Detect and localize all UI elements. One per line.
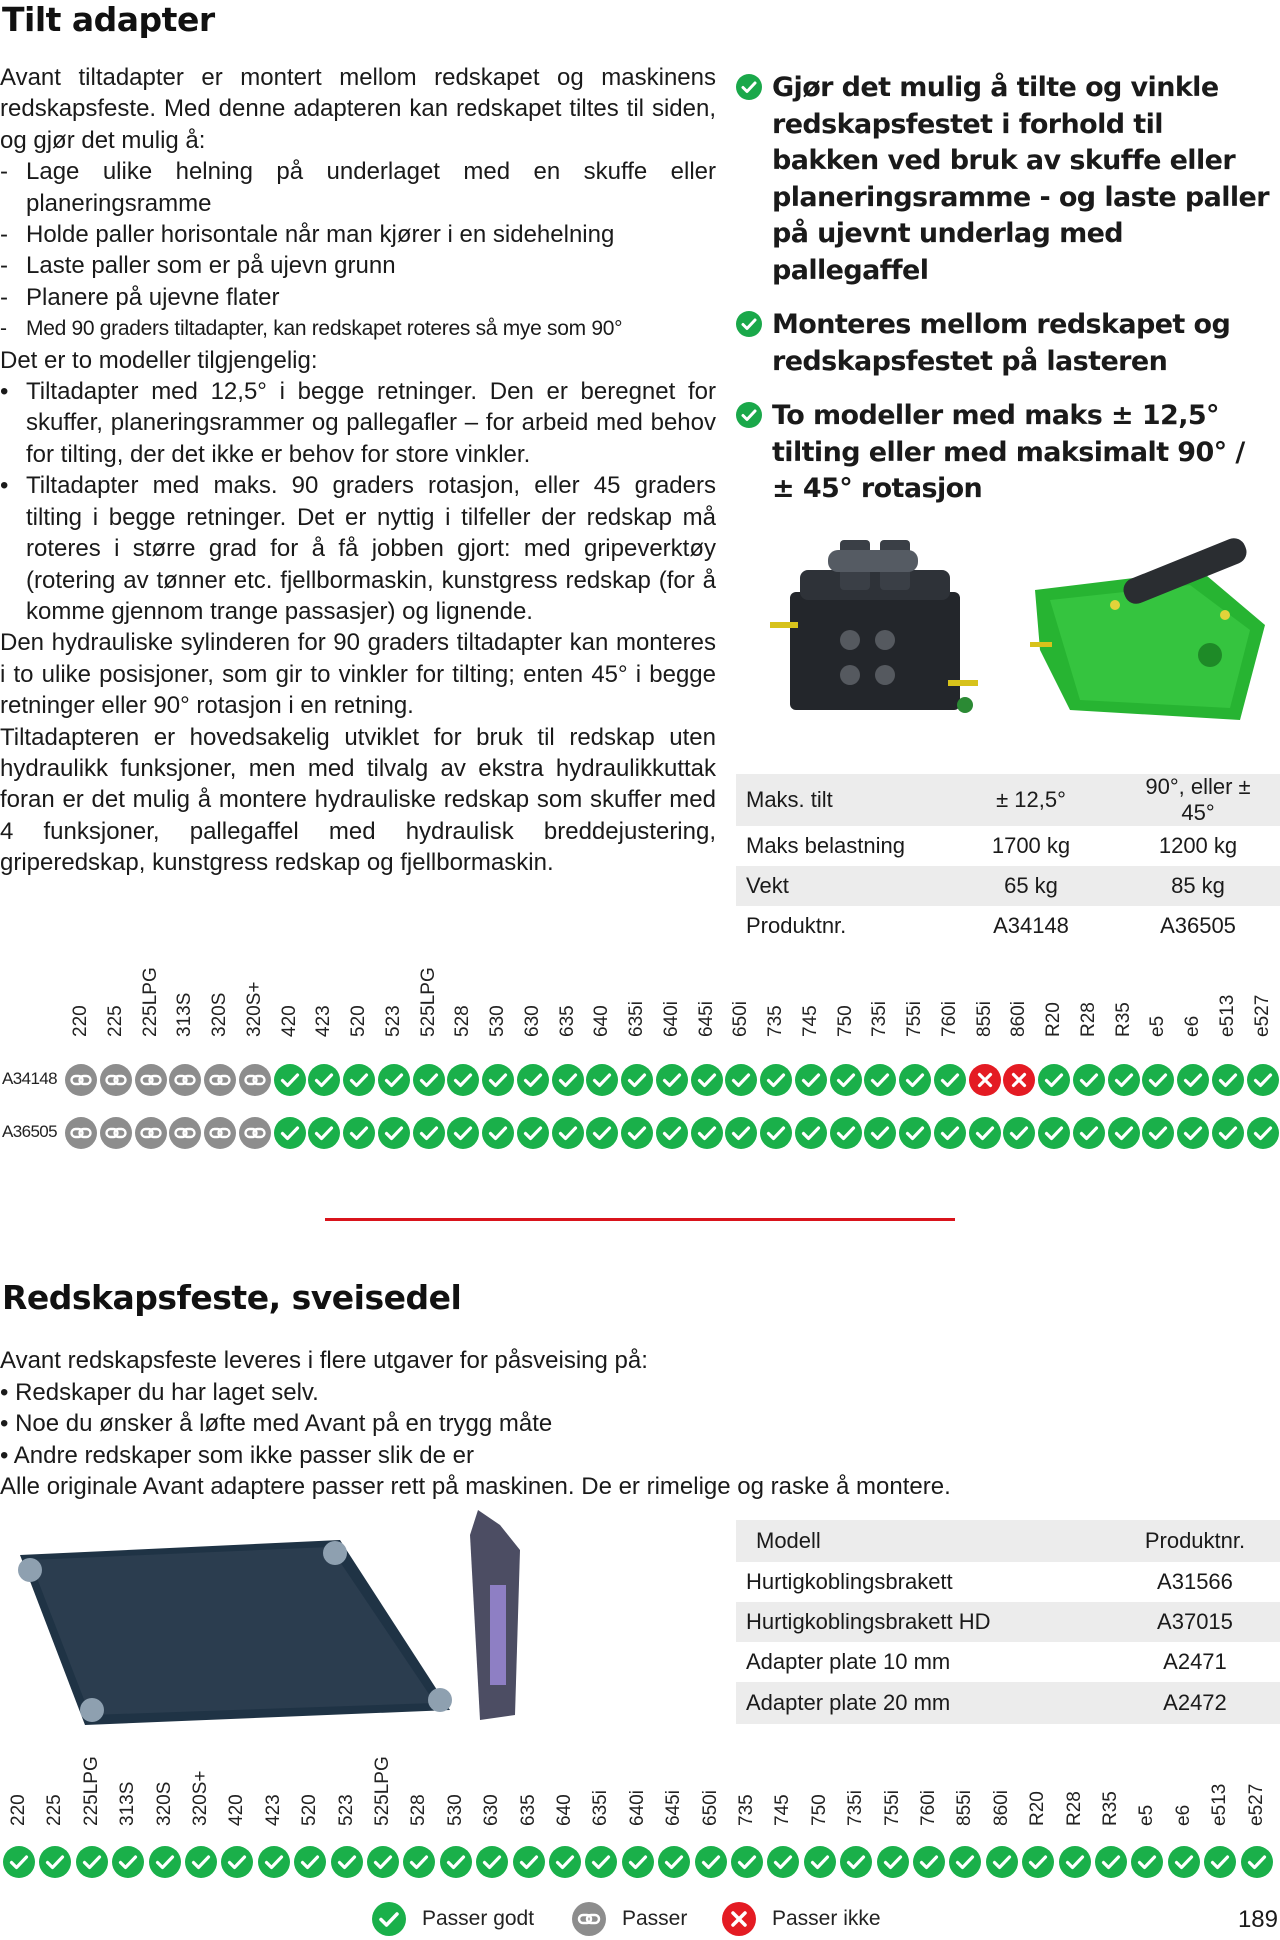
- feature-item: To modeller med maks ± 12,5° tilting eller med maksimalt 90° / ± 45° rotasjon: [734, 398, 1270, 508]
- table-row: Hurtigkoblingsbrakett HD A37015: [736, 1602, 1280, 1642]
- check-icon: [221, 1846, 253, 1878]
- model-header: 225LPG: [139, 967, 161, 1037]
- model-header: 750: [834, 1005, 856, 1037]
- check-icon: [112, 1846, 144, 1878]
- check-icon: [476, 1846, 508, 1878]
- check-icon: [731, 1846, 763, 1878]
- model-header: e5: [1136, 1804, 1158, 1826]
- model-header: 313S: [117, 1781, 139, 1826]
- model-header: 645i: [663, 1790, 685, 1826]
- model-header: 860i: [990, 1790, 1012, 1826]
- check-icon: [1241, 1846, 1273, 1878]
- check-icon: [804, 1846, 836, 1878]
- model-header: 735: [736, 1794, 757, 1826]
- model-header: 520: [348, 1005, 369, 1037]
- model-header: 755i: [881, 1790, 903, 1826]
- model-header: 528: [408, 1794, 430, 1826]
- model-header: 745: [799, 1005, 821, 1037]
- model-header: 645i: [695, 1001, 717, 1037]
- check-icon: [1204, 1846, 1236, 1878]
- model-header: 313S: [174, 992, 196, 1037]
- model-header: 525LPG: [417, 967, 439, 1037]
- model-header: 320S+: [243, 981, 265, 1037]
- model-header: R20: [1027, 1791, 1049, 1826]
- model-header: 855i: [954, 1790, 976, 1826]
- model-header: 735: [765, 1005, 786, 1037]
- legend-item-good: Passer godt: [372, 1902, 534, 1936]
- model-header: 630: [521, 1005, 543, 1037]
- table-row: Maks belastning 1700 kg 1200 kg: [746, 833, 1238, 858]
- table-row: Produktnr. A34148 A36505: [746, 913, 1236, 938]
- table-row: Adapter plate 10 mm A2471: [746, 1649, 1227, 1674]
- row-label: A36505: [2, 1122, 58, 1141]
- model-header: 735i: [869, 1001, 891, 1037]
- hydraulic-paragraph: Tiltadapteren er hovedsakelig utviklet for bruk til redskap uten hydraulikk funksjoner, men med tilvalg av ekstra hydraulikkuttak foran er det mulig å montere hydrauliske redskap som skuffer med 4 funksjoner, pallegaffel med hydraulisk breddejustering, griperedskap, kunstgress redskap og fjellbormaskin.: [0, 723, 716, 877]
- text-line: • Redskaper du har laget selv.: [0, 1378, 319, 1406]
- check-icon: [622, 1846, 654, 1878]
- cylinder-paragraph: Den hydrauliske sylinderen for 90 graders tiltadapter kan monteres i to ulike posisjoner, som gir to vinkler for tilting; enten 45° i begge retninger eller 90° rotasjon i en retning.: [0, 629, 716, 720]
- check-icon: [1168, 1846, 1200, 1878]
- model-header: e527: [1245, 1783, 1267, 1826]
- check-icon: [513, 1846, 545, 1878]
- check-icon: [877, 1846, 909, 1878]
- row-label: A34148: [2, 1069, 58, 1088]
- model-header: 635: [556, 1005, 578, 1037]
- model-header: e513: [1216, 994, 1238, 1037]
- model-header: 320S: [153, 1781, 175, 1826]
- model-header: 520: [299, 1794, 321, 1826]
- legend-item-fits: Passer: [572, 1902, 687, 1936]
- check-icon: [1022, 1846, 1054, 1878]
- model-header: 423: [262, 1794, 284, 1826]
- check-icon: [294, 1846, 326, 1878]
- model-header: 420: [278, 1005, 300, 1037]
- text-line: Avant redskapsfeste leveres i flere utgaver for påsveising på:: [0, 1347, 648, 1374]
- intro-paragraph: Avant tiltadapter er montert mellom redskapet og maskinens redskapsfeste. Med denne adapteren kan redskapet tiltes til siden, og gjør det mulig å:: [0, 64, 716, 154]
- list-item: - Med 90 graders tiltadapter, kan redskapet roteres så mye som 90°: [0, 313, 716, 344]
- cross-icon: [722, 1902, 756, 1936]
- list-item: - Lage ulike helning på underlaget med en skuffe eller planeringsramme: [0, 156, 716, 219]
- model-header: 220: [8, 1794, 29, 1826]
- text-line: Alle originale Avant adaptere passer rett på maskinen. De er rimelige og raske å montere.: [0, 1473, 951, 1500]
- model-header: e513: [1209, 1783, 1231, 1826]
- check-icon: [840, 1846, 872, 1878]
- table-row: Hurtigkoblingsbrakett A31566: [746, 1569, 1233, 1594]
- check-icon: [986, 1846, 1018, 1878]
- check-icon: [372, 1902, 406, 1936]
- model-header: R28: [1063, 1791, 1085, 1826]
- table-row: Adapter plate 20 mm A2472: [736, 1682, 1280, 1724]
- table-row: Vekt 65 kg 85 kg: [736, 866, 1280, 906]
- model-header: 523: [382, 1005, 404, 1037]
- model-header: 760i: [918, 1790, 939, 1826]
- model-header: 320S+: [190, 1770, 211, 1826]
- model-header: 635i: [590, 1790, 612, 1826]
- model-header: 630: [481, 1794, 503, 1826]
- section-title-tilt-adapter: Tilt adapter: [2, 0, 215, 39]
- check-icon: [258, 1846, 290, 1878]
- model-header: 225: [104, 1005, 126, 1037]
- model-header: 635: [517, 1794, 539, 1826]
- list-item: - Laste paller som er på ujevn grunn: [0, 250, 716, 281]
- check-icon: [440, 1846, 472, 1878]
- model-header: 225LPG: [80, 1756, 102, 1826]
- check-icon: [1131, 1846, 1163, 1878]
- model-header: e527: [1251, 994, 1273, 1037]
- model-header: R28: [1077, 1002, 1099, 1037]
- check-icon: [403, 1846, 435, 1878]
- model-header: 735i: [845, 1790, 867, 1826]
- table-row: Maks. tilt ± 12,5° 90°, eller ± 45°: [736, 774, 1280, 826]
- check-icon: [695, 1846, 727, 1878]
- model-header: 525LPG: [372, 1756, 393, 1826]
- list-item: • Tiltadapter med 12,5° i begge retninger. Den er beregnet for skuffer, planeringsrammer og pallegafler – for arbeid med behov for tilting, der det ikke er behov for store vinkler.: [0, 376, 716, 470]
- check-icon: [185, 1846, 217, 1878]
- model-header: 650i: [730, 1001, 752, 1037]
- model-header: e6: [1182, 1015, 1203, 1037]
- model-header: 523: [335, 1794, 357, 1826]
- feature-item: Monteres mellom redskapet og redskapsfestet på lasteren: [734, 307, 1270, 380]
- check-icon: [3, 1846, 35, 1878]
- model-header: 530: [487, 1005, 508, 1037]
- check-icon: [913, 1846, 945, 1878]
- check-icon: [949, 1846, 981, 1878]
- model-header: 528: [452, 1005, 474, 1037]
- section-title-redskapsfeste: Redskapsfeste, sveisedel: [2, 1278, 462, 1317]
- model-header: 530: [444, 1794, 466, 1826]
- model-header: 420: [226, 1794, 248, 1826]
- check-icon: [767, 1846, 799, 1878]
- model-header: 745: [772, 1794, 794, 1826]
- table-header: Modell Produktnr.: [736, 1520, 1280, 1562]
- model-header: R20: [1043, 1002, 1064, 1037]
- model-header: 225: [44, 1794, 66, 1826]
- page-number: 189: [1237, 1906, 1278, 1933]
- model-header: e6: [1172, 1804, 1194, 1826]
- model-header: 640: [591, 1005, 613, 1037]
- feature-item: Gjør det mulig å tilte og vinkle redskapsfestet i forhold til bakken ved bruk av skuffe eller planeringsramme - og laste paller på ujevnt underlag med pallegaffel: [734, 70, 1270, 289]
- model-header: 423: [313, 1005, 335, 1037]
- model-header: 750: [808, 1794, 830, 1826]
- model-header: 650i: [699, 1790, 721, 1826]
- check-icon: [1095, 1846, 1127, 1878]
- model-header: 635i: [626, 1001, 647, 1037]
- check-icon: [39, 1846, 71, 1878]
- check-icon: [76, 1846, 108, 1878]
- list-item: - Holde paller horisontale når man kjører i en sidehelning: [0, 219, 716, 250]
- model-header: 860i: [1008, 1001, 1030, 1037]
- model-header: R35: [1100, 1791, 1121, 1826]
- check-icon: [585, 1846, 617, 1878]
- model-header: 755i: [904, 1001, 925, 1037]
- text-line: • Andre redskaper som ikke passer slik de er: [0, 1441, 474, 1469]
- model-header: 320S: [209, 992, 230, 1037]
- legend-item-no: Passer ikke: [722, 1902, 881, 1936]
- model-header: e5: [1147, 1015, 1169, 1037]
- model-header: 855i: [973, 1001, 995, 1037]
- models-intro: Det er to modeller tilgjengelig:: [0, 346, 318, 374]
- model-header: 640: [554, 1794, 575, 1826]
- check-icon: [658, 1846, 690, 1878]
- check-icon: [149, 1846, 181, 1878]
- text-line: • Noe du ønsker å løfte med Avant på en trygg måte: [0, 1410, 553, 1437]
- check-icon: [549, 1846, 581, 1878]
- list-item: - Planere på ujevne flater: [0, 282, 716, 313]
- check-icon: [367, 1846, 399, 1878]
- model-header: 760i: [938, 1001, 960, 1037]
- model-header: 220: [70, 1005, 91, 1037]
- check-icon: [1059, 1846, 1091, 1878]
- model-header: 640i: [660, 1001, 682, 1037]
- list-item: • Tiltadapter med maks. 90 graders rotasjon, eller 45 graders tilting i begge retninger. Det er nyttig i tilfeller der redskap må roteres i større grad for å få jobben gjort: med gripeverktøy (rotering av tønner etc. fjellbormaskin, kunstgress redskap (for å komme gjennom trange passasjer) og lignende.: [0, 470, 716, 627]
- check-icon: [331, 1846, 363, 1878]
- model-header: R35: [1112, 1002, 1134, 1037]
- model-header: 640i: [626, 1790, 648, 1826]
- link-icon: [572, 1902, 606, 1936]
